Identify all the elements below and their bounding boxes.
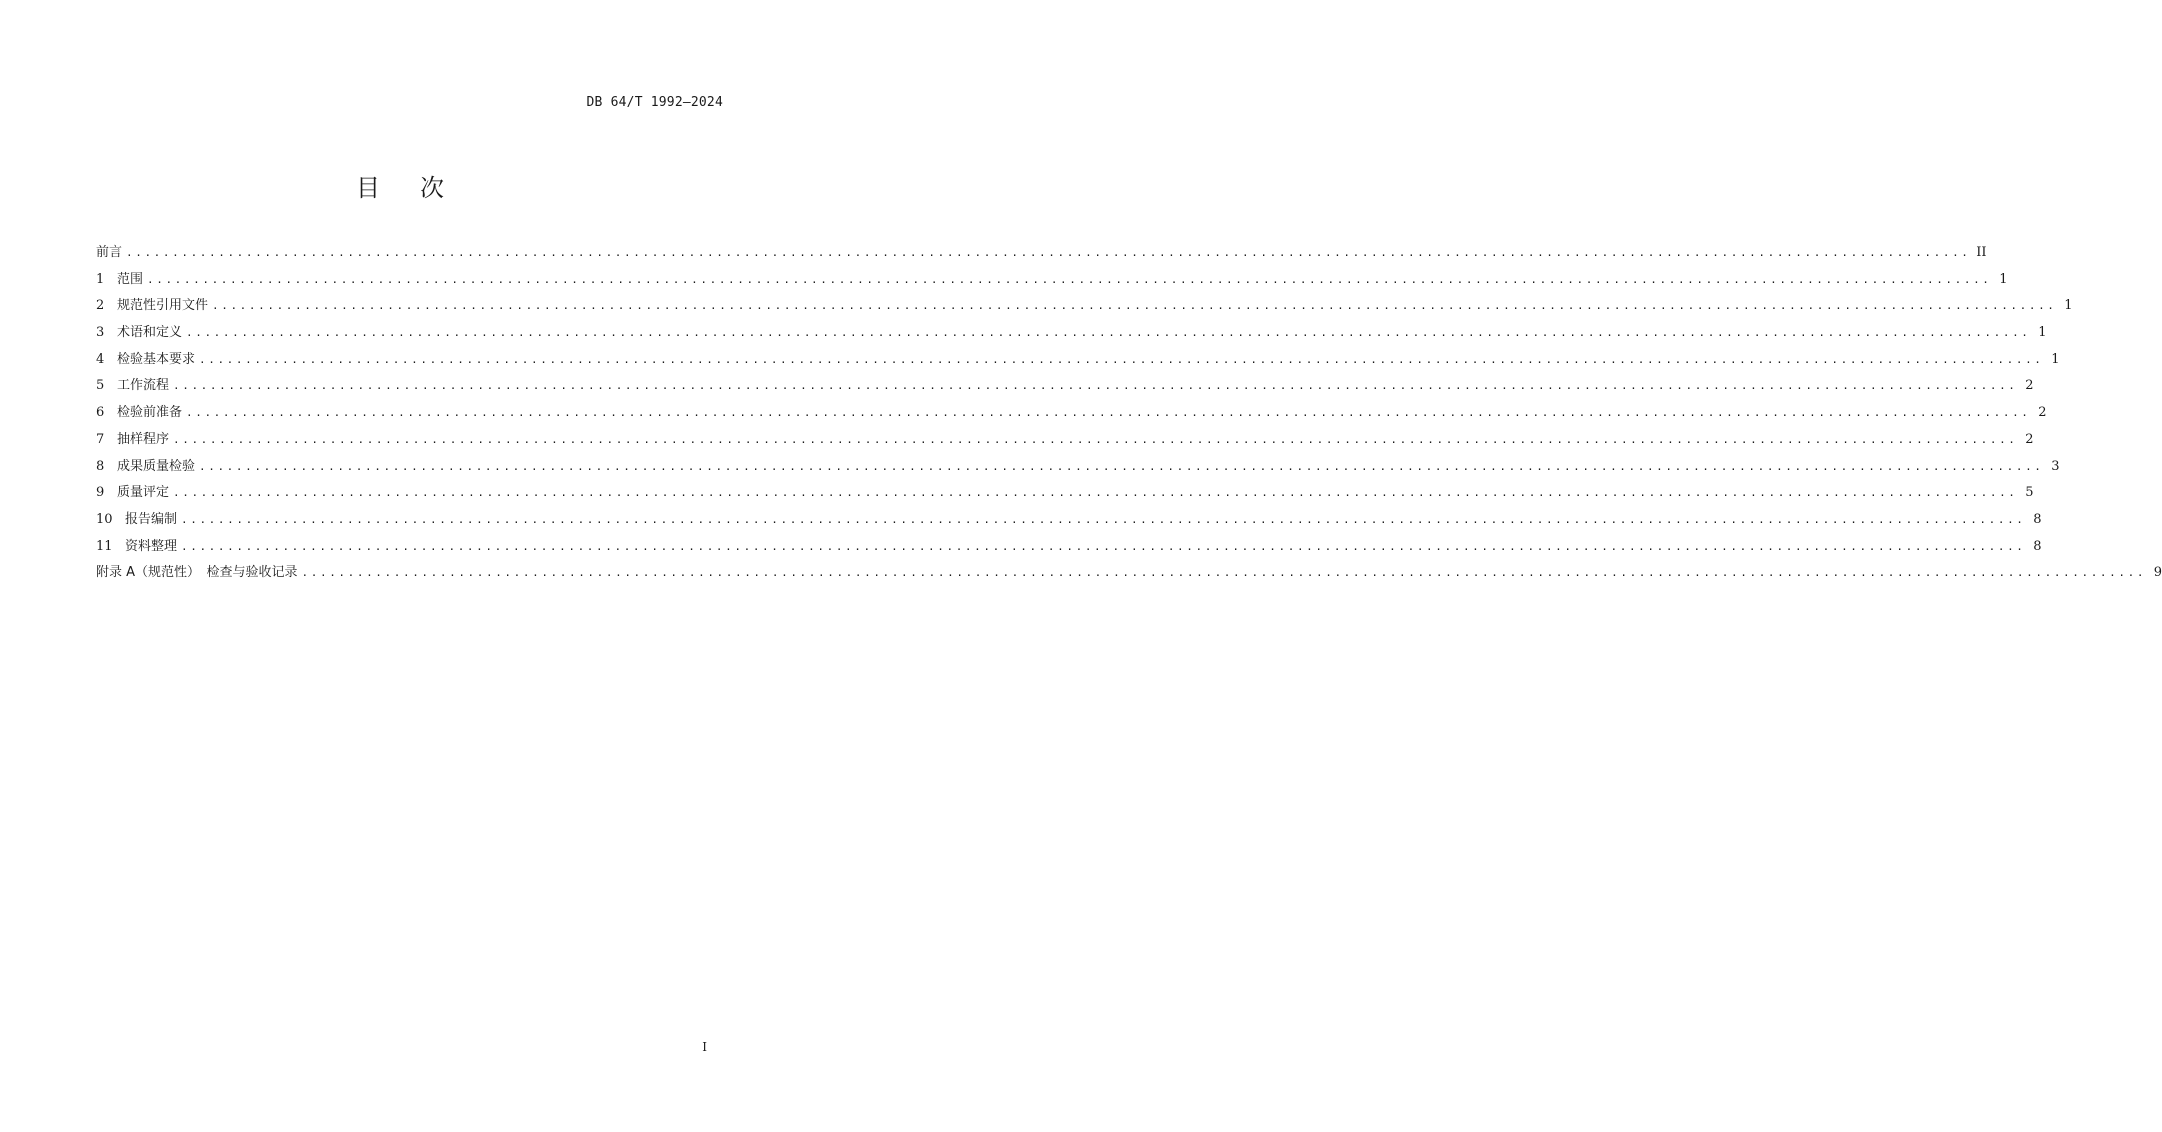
toc-entry-3[interactable] xyxy=(96,320,2047,347)
toc-section-number: 2 xyxy=(96,298,105,314)
toc-section-number: 1 xyxy=(96,271,105,287)
toc-leader-dots: ........................................................................................................................................................................................................ xyxy=(147,272,1992,286)
toc-section-number: 3 xyxy=(96,325,105,341)
toc-entry-4[interactable] xyxy=(96,347,2060,374)
toc-label: 抽样程序 xyxy=(117,431,170,447)
toc-leader-dots: ........................................................................................................................................................................................................ xyxy=(173,486,2018,500)
page-number: I xyxy=(702,1040,707,1054)
toc-page-number: 5 xyxy=(2025,485,2034,501)
toc-page-number: 8 xyxy=(2033,511,2042,527)
toc-label: 检验基本要求 xyxy=(117,351,196,367)
toc-entry-foreword[interactable] xyxy=(96,240,1987,267)
toc-label: 规范性引用文件 xyxy=(117,298,209,314)
toc-section-number: 11 xyxy=(96,538,113,554)
table-of-contents xyxy=(96,240,2162,587)
toc-leader-dots: ........................................................................................................................................................................................................ xyxy=(173,379,2018,393)
toc-page-number: II xyxy=(1976,245,1987,260)
toc-page-number: 9 xyxy=(2153,565,2162,581)
toc-page-number: 3 xyxy=(2051,458,2060,474)
toc-leader-dots: ........................................................................................................................................................................................................ xyxy=(173,432,2018,446)
toc-leader-dots: ........................................................................................................................................................................................................ xyxy=(186,326,2031,340)
title-part-1: 目 xyxy=(356,174,380,202)
toc-entry-10[interactable] xyxy=(96,507,2042,534)
toc-label: 附录 A（规范性） 检查与验收记录 xyxy=(96,565,298,581)
toc-label: 范围 xyxy=(117,271,144,287)
toc-entry-7[interactable] xyxy=(96,427,2034,454)
toc-page-number: 2 xyxy=(2038,405,2047,421)
toc-page-number: 1 xyxy=(2051,351,2060,367)
document-code: DB 64/T 1992—2024 xyxy=(586,95,723,110)
toc-page-number: 2 xyxy=(2025,378,2034,394)
toc-entry-2[interactable] xyxy=(96,293,2073,320)
toc-page-number: 1 xyxy=(1999,271,2008,287)
title-part-2: 次 xyxy=(420,174,444,202)
toc-label: 检验前准备 xyxy=(117,405,183,421)
toc-leader-dots: ........................................................................................................................................................................................................ xyxy=(199,352,2044,366)
toc-leader-dots: ........................................................................................................................................................................................................ xyxy=(181,539,2026,553)
toc-leader-dots: ........................................................................................................................................................................................................ xyxy=(199,459,2044,473)
toc-leader-dots: ........................................................................................................................................................................................................ xyxy=(301,566,2147,580)
toc-label: 工作流程 xyxy=(117,378,170,394)
toc-page-number: 2 xyxy=(2025,431,2034,447)
toc-leader-dots: ........................................................................................................................................................................................................ xyxy=(181,512,2026,526)
toc-entry-11[interactable] xyxy=(96,534,2042,561)
toc-page-number: 8 xyxy=(2033,538,2042,554)
toc-section-number: 10 xyxy=(96,511,113,527)
toc-entry-appendix-a[interactable] xyxy=(96,560,2162,587)
toc-entry-8[interactable] xyxy=(96,454,2060,481)
toc-section-number: 5 xyxy=(96,378,105,394)
toc-page-number: 1 xyxy=(2038,325,2047,341)
toc-section-number: 4 xyxy=(96,351,105,367)
toc-label: 资料整理 xyxy=(125,538,178,554)
toc-entry-1[interactable] xyxy=(96,267,2008,294)
toc-section-number: 9 xyxy=(96,485,105,501)
toc-entry-5[interactable] xyxy=(96,373,2034,400)
toc-leader-dots: ........................................................................................................................................................................................................ xyxy=(212,299,2057,313)
toc-label: 报告编制 xyxy=(125,511,178,527)
toc-section-number: 6 xyxy=(96,405,105,421)
page-title xyxy=(0,168,800,203)
toc-entry-6[interactable] xyxy=(96,400,2047,427)
toc-label: 前言 xyxy=(96,245,123,260)
toc-entry-9[interactable] xyxy=(96,480,2034,507)
toc-section-number: 8 xyxy=(96,458,105,474)
toc-label: 质量评定 xyxy=(117,485,170,501)
toc-label: 术语和定义 xyxy=(117,325,183,341)
toc-label: 成果质量检验 xyxy=(117,458,196,474)
toc-section-number: 7 xyxy=(96,431,105,447)
toc-page-number: 1 xyxy=(2064,298,2073,314)
toc-leader-dots: ........................................................................................................................................................................................................ xyxy=(126,246,1971,259)
toc-leader-dots: ........................................................................................................................................................................................................ xyxy=(186,406,2031,420)
